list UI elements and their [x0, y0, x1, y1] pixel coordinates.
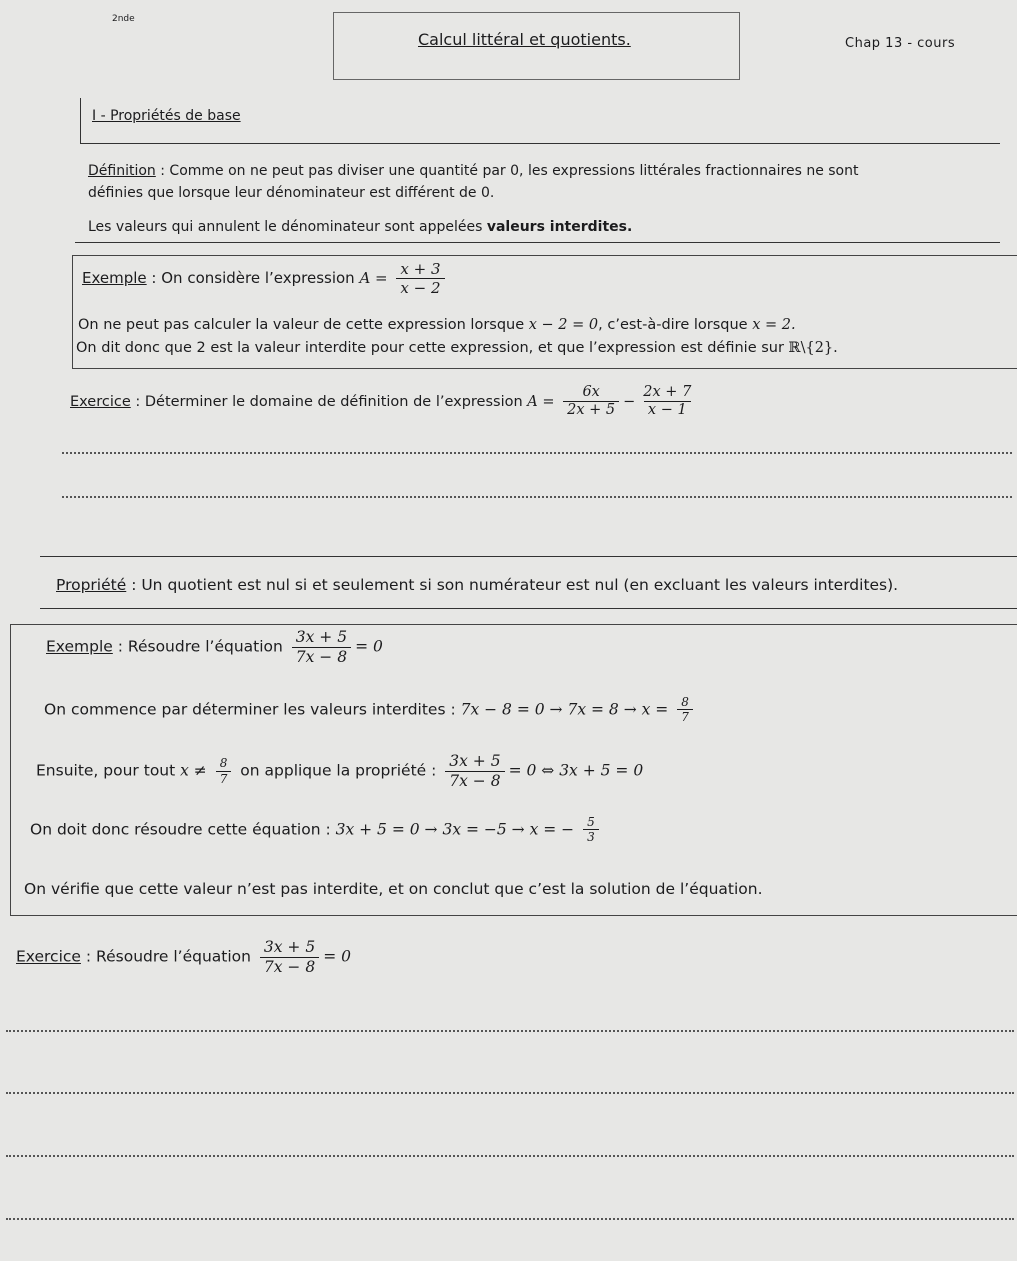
- answer-line: [62, 496, 1012, 498]
- property-label: Propriété: [56, 576, 127, 594]
- example2-step3: On doit donc résoudre cette équation : 3x + 5 = 0 → 3x = −5 → x = − $\frac{5}{3}$: [30, 815, 603, 845]
- example2-step2: Ensuite, pour tout x ≠ $\frac{8}{7}$ on applique la propriété : $\frac{3x + 5}{7x - 8}$ = 0 ⇔ 3x + 5 = 0: [36, 752, 644, 790]
- example2-step4: On vérifie que cette valeur n’est pas interdite, et on conclut que c’est la solution de l’équation.: [24, 880, 763, 898]
- section-title: I - Propriétés de base: [92, 108, 241, 124]
- chapter-label: Chap 13 - cours: [845, 36, 956, 51]
- property-text: Propriété : Un quotient est nul si et seulement si son numérateur est nul (en excluant les valeurs interdites).: [56, 576, 899, 594]
- exercise1-prompt: Exercice : Déterminer le domaine de définition de l’expression A = $\frac{6x}{2x + 5}$ − $\frac{2x + 7}{x - 1}$: [70, 384, 692, 419]
- answer-line: [6, 1092, 1014, 1094]
- definition-block: [88, 160, 858, 238]
- definition-bold: valeurs interdites.: [486, 219, 633, 235]
- answer-line: [62, 452, 1012, 454]
- definition-text-1: : Comme on ne peut pas diviser une quantité par 0, les expressions littérales fractionnaires ne sont: [155, 163, 859, 179]
- example2-line1: Exemple : Résoudre l’équation $\frac{3x + 5}{7x - 8}$ = 0: [46, 628, 383, 666]
- property-bottom-line: [40, 608, 1017, 609]
- definition-text-2: définies que lorsque leur dénominateur est différent de 0.: [88, 185, 495, 201]
- answer-line: [6, 1030, 1014, 1032]
- exercise2-label: Exercice: [16, 947, 81, 966]
- section-left-bar: [80, 98, 81, 144]
- example1-line3: On dit donc que 2 est la valeur interdite pour cette expression, et que l’expression est définie sur ℝ\{2}.: [76, 340, 838, 356]
- example1-fraction: $\frac{x + 3}{x - 2}$: [396, 260, 444, 297]
- example1-label: Exemple: [82, 269, 147, 287]
- definition-label: Définition: [88, 163, 156, 179]
- definition-text-3: Les valeurs qui annulent le dénominateur sont appelées: [88, 219, 487, 235]
- property-top-line: [40, 556, 1017, 557]
- exercise2-prompt: Exercice : Résoudre l’équation $\frac{3x + 5}{7x - 8}$ = 0: [16, 938, 351, 976]
- example1-line2: On ne peut pas calculer la valeur de cette expression lorsque x − 2 = 0, c’est-à-dire lorsque x = 2.: [78, 317, 796, 333]
- answer-line: [6, 1155, 1014, 1157]
- definition-bottom-line: [75, 242, 1000, 243]
- definition-top-line: [80, 143, 1000, 144]
- example2-step1: On commence par déterminer les valeurs interdites : 7x − 8 = 0 → 7x = 8 → x = $\frac{8}{7}$: [44, 695, 697, 725]
- page-title: Calcul littéral et quotients.: [418, 30, 631, 49]
- answer-line: [6, 1218, 1014, 1220]
- example2-label: Exemple: [46, 637, 113, 656]
- class-label: 2nde: [112, 14, 135, 24]
- example1-line1: Exemple : On considère l’expression A = $\frac{x + 3}{x - 2}$: [82, 260, 449, 297]
- exercise1-label: Exercice: [70, 393, 131, 410]
